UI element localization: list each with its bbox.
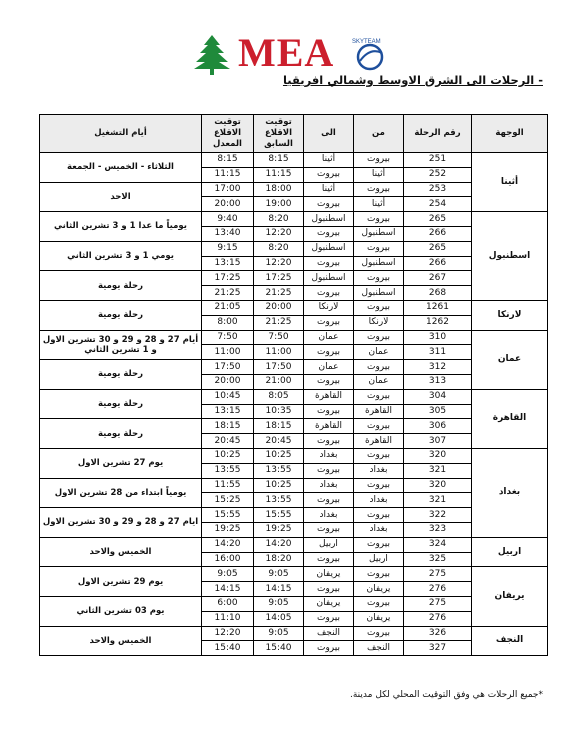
previous-time-cell: 21:00 (254, 374, 304, 389)
new-time-cell: 14:20 (202, 537, 254, 552)
table-row (40, 596, 548, 611)
from-cell: بيروت (354, 478, 404, 493)
table-row (40, 448, 548, 463)
new-time-cell: 8:00 (202, 315, 254, 330)
from-cell: اسطنبول (354, 256, 404, 271)
flight-number-cell: 320 (404, 478, 472, 493)
to-cell: بغداد (304, 508, 354, 523)
from-cell: بيروت (354, 212, 404, 227)
operating-days-cell: رحلة يومية (40, 389, 202, 419)
to-cell: بيروت (304, 522, 354, 537)
new-time-cell: 17:25 (202, 271, 254, 286)
header-to: الى (304, 115, 354, 153)
page-title: - الرحلات الى الشرق الاوسط وشمالي افريقيا (282, 73, 543, 87)
new-time-cell: 15:55 (202, 508, 254, 523)
from-cell: بيروت (354, 330, 404, 345)
to-cell: بيروت (304, 374, 354, 389)
previous-time-cell: 15:55 (254, 508, 304, 523)
from-cell: النجف (354, 641, 404, 656)
flight-number-cell: 327 (404, 641, 472, 656)
previous-time-cell: 21:25 (254, 315, 304, 330)
destination-cell: لارنكا (472, 300, 548, 330)
new-time-cell: 8:15 (202, 153, 254, 168)
destination-cell: اربيل (472, 537, 548, 567)
destination-cell: القاهرة (472, 389, 548, 448)
flight-number-cell: 326 (404, 626, 472, 641)
flight-number-cell: 306 (404, 419, 472, 434)
destination-cell: بغداد (472, 448, 548, 537)
operating-days-cell: يوم 29 تشرين الاول (40, 567, 202, 597)
previous-time-cell: 17:50 (254, 360, 304, 375)
previous-time-cell: 18:20 (254, 552, 304, 567)
new-time-cell: 7:50 (202, 330, 254, 345)
previous-time-cell: 8:05 (254, 389, 304, 404)
flight-number-cell: 275 (404, 567, 472, 582)
cedar-tree-icon (192, 33, 232, 75)
operating-days-cell: رحلة يومية (40, 271, 202, 301)
previous-time-cell: 20:45 (254, 434, 304, 449)
table-row (40, 330, 548, 345)
new-time-cell: 15:40 (202, 641, 254, 656)
new-time-cell: 11:00 (202, 345, 254, 360)
from-cell: بيروت (354, 419, 404, 434)
flight-number-cell: 268 (404, 286, 472, 301)
svg-text:SKYTEAM: SKYTEAM (352, 39, 381, 45)
flight-number-cell: 320 (404, 448, 472, 463)
header-operating-days: أيام التشغيل (40, 115, 202, 153)
previous-time-cell: 9:05 (254, 567, 304, 582)
to-cell: بيروت (304, 582, 354, 597)
to-cell: القاهرة (304, 389, 354, 404)
previous-time-cell: 21:25 (254, 286, 304, 301)
flight-number-cell: 310 (404, 330, 472, 345)
to-cell: بيروت (304, 641, 354, 656)
to-cell: النجف (304, 626, 354, 641)
destination-cell: يريفان (472, 567, 548, 626)
previous-time-cell: 18:00 (254, 182, 304, 197)
previous-time-cell: 7:50 (254, 330, 304, 345)
from-cell: بيروت (354, 389, 404, 404)
flight-number-cell: 325 (404, 552, 472, 567)
previous-time-cell: 19:00 (254, 197, 304, 212)
destination-cell: عمان (472, 330, 548, 389)
header-new-time: توقيت الاقلاع المعدل (202, 115, 254, 153)
new-time-cell: 10:45 (202, 389, 254, 404)
flight-number-cell: 265 (404, 212, 472, 227)
new-time-cell: 13:55 (202, 463, 254, 478)
new-time-cell: 20:45 (202, 434, 254, 449)
from-cell: أثينا (354, 197, 404, 212)
flight-number-cell: 321 (404, 493, 472, 508)
operating-days-cell: رحلة يومية (40, 300, 202, 330)
table-row (40, 182, 548, 197)
previous-time-cell: 15:40 (254, 641, 304, 656)
from-cell: بيروت (354, 300, 404, 315)
table-row (40, 271, 548, 286)
from-cell: بيروت (354, 537, 404, 552)
table-row (40, 389, 548, 404)
from-cell: بيروت (354, 567, 404, 582)
from-cell: بيروت (354, 360, 404, 375)
new-time-cell: 13:15 (202, 256, 254, 271)
previous-time-cell: 11:00 (254, 345, 304, 360)
from-cell: أثينا (354, 167, 404, 182)
previous-time-cell: 9:05 (254, 626, 304, 641)
flight-number-cell: 266 (404, 226, 472, 241)
to-cell: أثينا (304, 182, 354, 197)
flight-number-cell: 252 (404, 167, 472, 182)
table-row (40, 241, 548, 256)
footnote: *جميع الرحلات هي وفق التوقيت المحلي لكل مدينة. (350, 690, 543, 700)
new-time-cell: 12:20 (202, 626, 254, 641)
previous-time-cell: 13:55 (254, 463, 304, 478)
destination-cell: اسطنبول (472, 212, 548, 301)
previous-time-cell: 14:15 (254, 582, 304, 597)
mea-logo (192, 30, 402, 77)
from-cell: بيروت (354, 626, 404, 641)
flight-number-cell: 313 (404, 374, 472, 389)
header-flight-number: رقم الرحلة (404, 115, 472, 153)
previous-time-cell: 8:15 (254, 153, 304, 168)
to-cell: بيروت (304, 197, 354, 212)
operating-days-cell: يوم 27 تشرين الاول (40, 448, 202, 478)
new-time-cell: 13:40 (202, 226, 254, 241)
flight-number-cell: 276 (404, 582, 472, 597)
flight-number-cell: 254 (404, 197, 472, 212)
flight-number-cell: 321 (404, 463, 472, 478)
from-cell: عمان (354, 374, 404, 389)
table-row (40, 300, 548, 315)
header-row (40, 115, 548, 153)
table-row (40, 537, 548, 552)
to-cell: عمان (304, 360, 354, 375)
new-time-cell: 9:40 (202, 212, 254, 227)
new-time-cell: 14:15 (202, 582, 254, 597)
table-row (40, 419, 548, 434)
to-cell: بيروت (304, 256, 354, 271)
new-time-cell: 16:00 (202, 552, 254, 567)
to-cell: القاهرة (304, 419, 354, 434)
flight-number-cell: 1261 (404, 300, 472, 315)
to-cell: يريفان (304, 567, 354, 582)
to-cell: بيروت (304, 434, 354, 449)
operating-days-cell: يوم 03 تشرين الثاني (40, 596, 202, 626)
flight-number-cell: 276 (404, 611, 472, 626)
from-cell: لارنكا (354, 315, 404, 330)
skyteam-logo-icon (346, 35, 394, 75)
previous-time-cell: 12:20 (254, 226, 304, 241)
operating-days-cell: الثلاثاء - الخميس - الجمعة (40, 153, 202, 183)
new-time-cell: 19:25 (202, 522, 254, 537)
new-time-cell: 9:15 (202, 241, 254, 256)
operating-days-cell: الخميس والاحد (40, 537, 202, 567)
flight-number-cell: 265 (404, 241, 472, 256)
from-cell: بيروت (354, 182, 404, 197)
flight-number-cell: 253 (404, 182, 472, 197)
logo-wordmark: MEA (238, 30, 335, 75)
to-cell: لارنكا (304, 300, 354, 315)
previous-time-cell: 11:15 (254, 167, 304, 182)
operating-days-cell: رحلة يومية (40, 360, 202, 390)
to-cell: اسطنبول (304, 241, 354, 256)
flight-number-cell: 305 (404, 404, 472, 419)
operating-days-cell: رحلة يومية (40, 419, 202, 449)
flight-number-cell: 324 (404, 537, 472, 552)
from-cell: اسطنبول (354, 226, 404, 241)
previous-time-cell: 17:25 (254, 271, 304, 286)
from-cell: اربيل (354, 552, 404, 567)
operating-days-cell: يومياً ابتداء من 28 تشرين الاول (40, 478, 202, 508)
table-row (40, 478, 548, 493)
new-time-cell: 20:00 (202, 374, 254, 389)
flight-number-cell: 311 (404, 345, 472, 360)
flight-number-cell: 322 (404, 508, 472, 523)
flight-number-cell: 312 (404, 360, 472, 375)
new-time-cell: 13:15 (202, 404, 254, 419)
new-time-cell: 6:00 (202, 596, 254, 611)
from-cell: يريفان (354, 611, 404, 626)
new-time-cell: 11:55 (202, 478, 254, 493)
to-cell: اسطنبول (304, 271, 354, 286)
destination-cell: أثينا (472, 153, 548, 212)
flight-schedule-table (39, 114, 548, 656)
to-cell: يريفان (304, 596, 354, 611)
operating-days-cell: يومي 1 و 3 تشرين الثاني (40, 241, 202, 271)
from-cell: القاهرة (354, 434, 404, 449)
operating-days-cell: الخميس والاحد (40, 626, 202, 656)
flight-number-cell: 266 (404, 256, 472, 271)
operating-days-cell: ايام 27 و 28 و 29 و 30 تشرين الاول (40, 508, 202, 538)
from-cell: يريفان (354, 582, 404, 597)
previous-time-cell: 19:25 (254, 522, 304, 537)
table-row (40, 567, 548, 582)
previous-time-cell: 13:55 (254, 493, 304, 508)
new-time-cell: 18:15 (202, 419, 254, 434)
table-row (40, 508, 548, 523)
to-cell: بيروت (304, 345, 354, 360)
table-row (40, 626, 548, 641)
destination-cell: النجف (472, 626, 548, 656)
to-cell: اسطنبول (304, 212, 354, 227)
new-time-cell: 11:10 (202, 611, 254, 626)
to-cell: بيروت (304, 167, 354, 182)
previous-time-cell: 8:20 (254, 212, 304, 227)
to-cell: عمان (304, 330, 354, 345)
previous-time-cell: 10:35 (254, 404, 304, 419)
operating-days-cell: يومياً ما عدا 1 و 3 تشرين الثاني (40, 212, 202, 242)
from-cell: القاهرة (354, 404, 404, 419)
to-cell: بغداد (304, 448, 354, 463)
from-cell: بيروت (354, 271, 404, 286)
from-cell: اسطنبول (354, 286, 404, 301)
to-cell: بيروت (304, 286, 354, 301)
from-cell: بيروت (354, 153, 404, 168)
header-destination: الوجهة (472, 115, 548, 153)
from-cell: بيروت (354, 241, 404, 256)
header-previous-time: توقيت الاقلاع السابق (254, 115, 304, 153)
new-time-cell: 17:00 (202, 182, 254, 197)
previous-time-cell: 14:20 (254, 537, 304, 552)
from-cell: بيروت (354, 508, 404, 523)
new-time-cell: 15:25 (202, 493, 254, 508)
new-time-cell: 11:15 (202, 167, 254, 182)
previous-time-cell: 10:25 (254, 478, 304, 493)
to-cell: بيروت (304, 552, 354, 567)
flight-number-cell: 307 (404, 434, 472, 449)
from-cell: بيروت (354, 596, 404, 611)
to-cell: بيروت (304, 315, 354, 330)
from-cell: بيروت (354, 448, 404, 463)
table-row (40, 153, 548, 168)
previous-time-cell: 10:25 (254, 448, 304, 463)
to-cell: بيروت (304, 611, 354, 626)
new-time-cell: 10:25 (202, 448, 254, 463)
previous-time-cell: 14:05 (254, 611, 304, 626)
table-row (40, 360, 548, 375)
from-cell: عمان (354, 345, 404, 360)
new-time-cell: 17:50 (202, 360, 254, 375)
to-cell: اربيل (304, 537, 354, 552)
previous-time-cell: 20:00 (254, 300, 304, 315)
flight-number-cell: 267 (404, 271, 472, 286)
to-cell: بغداد (304, 478, 354, 493)
previous-time-cell: 12:20 (254, 256, 304, 271)
from-cell: بغداد (354, 463, 404, 478)
new-time-cell: 21:25 (202, 286, 254, 301)
from-cell: بغداد (354, 493, 404, 508)
operating-days-cell: الاحد (40, 182, 202, 212)
previous-time-cell: 8:20 (254, 241, 304, 256)
new-time-cell: 20:00 (202, 197, 254, 212)
to-cell: بيروت (304, 463, 354, 478)
table-row (40, 212, 548, 227)
to-cell: بيروت (304, 226, 354, 241)
to-cell: بيروت (304, 404, 354, 419)
flight-number-cell: 1262 (404, 315, 472, 330)
flight-number-cell: 251 (404, 153, 472, 168)
flight-number-cell: 304 (404, 389, 472, 404)
header-from: من (354, 115, 404, 153)
previous-time-cell: 18:15 (254, 419, 304, 434)
previous-time-cell: 9:05 (254, 596, 304, 611)
flight-number-cell: 275 (404, 596, 472, 611)
to-cell: أثينا (304, 153, 354, 168)
from-cell: بغداد (354, 522, 404, 537)
operating-days-cell: أيام 27 و 28 و 29 و 30 تشرين الاول و 1 تشرين الثاني (40, 330, 202, 360)
flight-number-cell: 323 (404, 522, 472, 537)
new-time-cell: 9:05 (202, 567, 254, 582)
to-cell: بيروت (304, 493, 354, 508)
new-time-cell: 21:05 (202, 300, 254, 315)
